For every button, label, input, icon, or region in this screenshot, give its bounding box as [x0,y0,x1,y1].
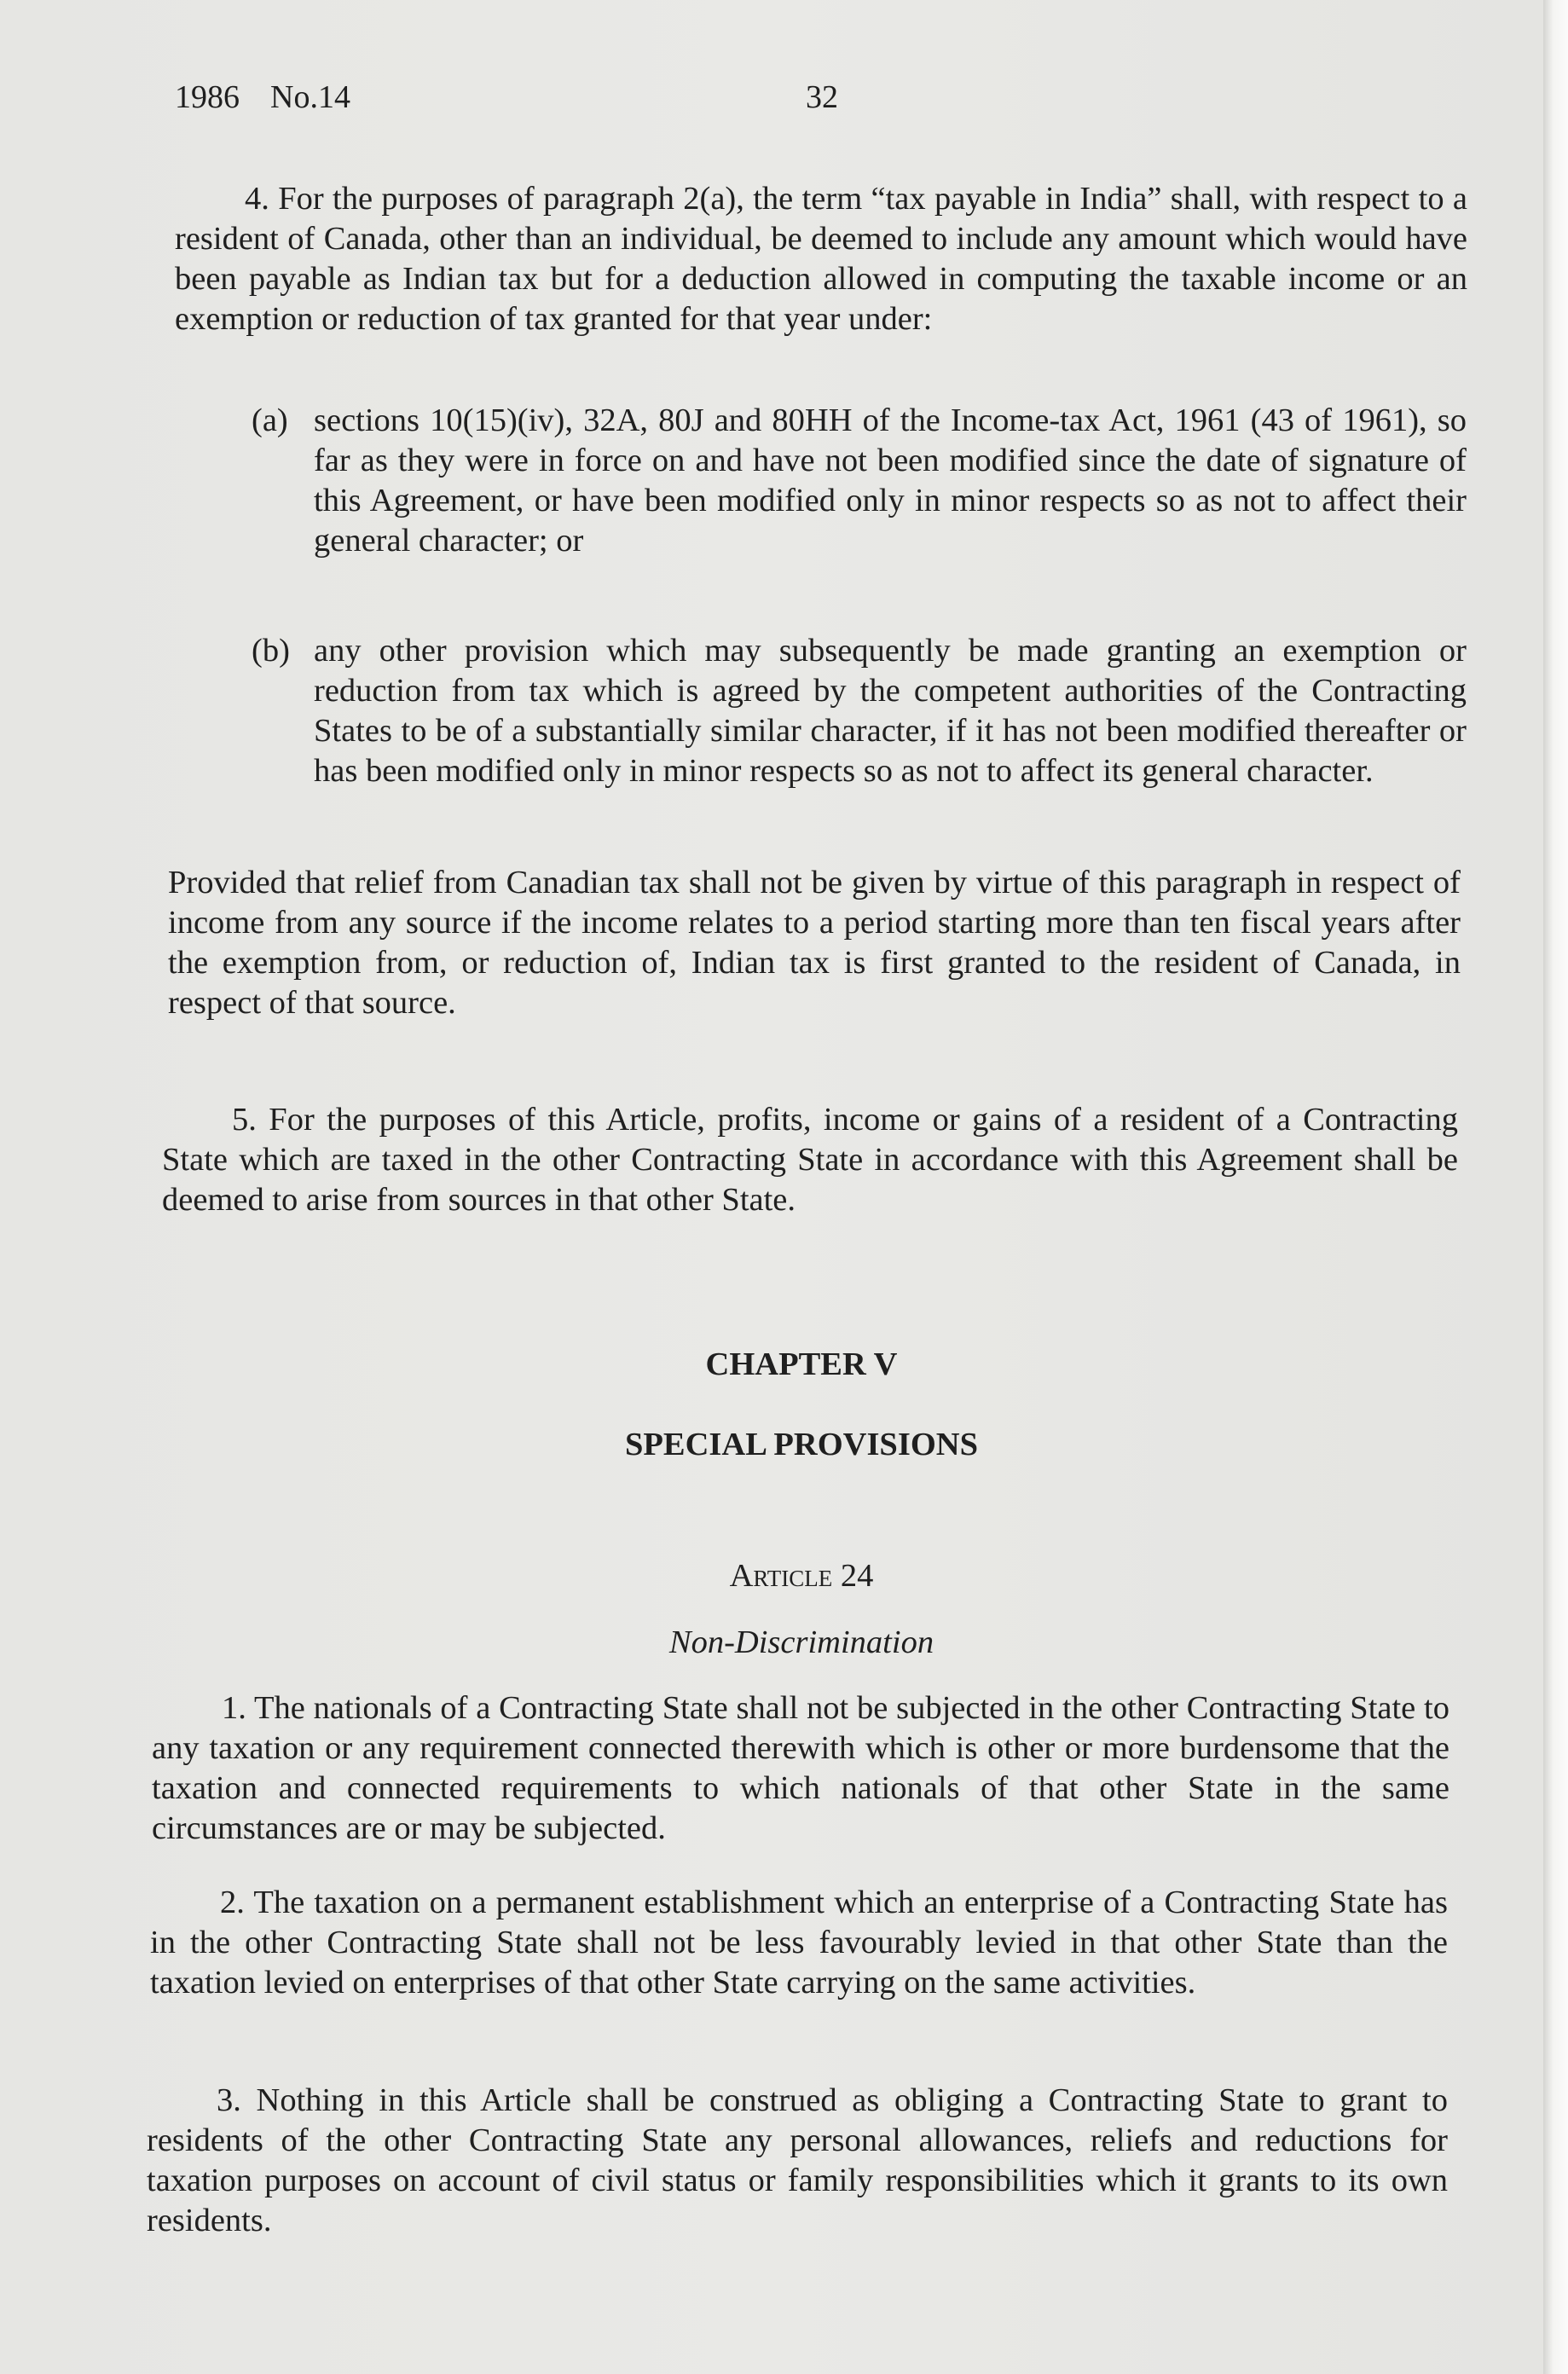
chapter-title: CHAPTER V [705,1346,898,1382]
item-b-label: (b) [252,633,290,669]
page-header [175,78,1454,121]
article-title: Article 24 [729,1558,874,1594]
proviso: Provided that relief from Canadian tax shall not be given by virtue of this paragraph in respect of income from any source if the income relates to a period starting more than ten fiscal years after the exemption from, or reduction of, Indian tax is first granted to the resident of Canada, in respect of that source. [168,865,1461,1021]
article-paragraph-3: 3. Nothing in this Article shall be construed as obliging a Contracting State to grant to residents of the other Contracting State any personal allowances, reliefs and reductions for taxation purposes on account of civil status or family responsibilities which it grants to its own residents. [147,2082,1448,2238]
paragraph-4: 4. For the purposes of paragraph 2(a), the term “tax payable in India” shall, with respect to a resident of Canada, other than an individual, be deemed to include any amount which would have been payable as Indian tax but for a deduction allowed in computing the taxable income or an exemption or reduction of tax granted for that year under: [175,181,1467,337]
page-edge [1543,0,1568,2374]
item-a-text: sections 10(15)(iv), 32A, 80J and 80HH of the Income-tax Act, 1961 (43 of 1961), so far as they were in force on and have not been modified since the date of signature of this Agreement, or have been modified only in minor respects so as not to affect their general character; or [314,402,1467,559]
header-year: 1986 [175,79,240,115]
header-act-number: No.14 [270,79,350,115]
article-subtitle: Non-Discrimination [668,1624,934,1660]
item-b-text: any other provision which may subsequently be made granting an exemption or reduction from tax which is agreed by the competent authorities of the Contracting States to be of a substantially similar character, if it has not been modified thereafter or has been modified only in minor respects so as not to affect its general character. [314,633,1467,789]
item-a-label: (a) [252,402,288,438]
paragraph-5: 5. For the purposes of this Article, profits, income or gains of a resident of a Contracting State which are taxed in the other Contracting State in accordance with this Agreement shall be deemed to arise from sources in that other State. [162,1102,1458,1218]
article-paragraph-2: 2. The taxation on a permanent establishment which an enterprise of a Contracting State has in the other Contracting State shall not be less favourably levied in that other State than the taxation levied on enterprises of that other State carrying on the same activities. [150,1885,1448,2001]
article-paragraph-1: 1. The nationals of a Contracting State shall not be subjected in the other Contracting State to any taxation or any requirement connected therewith which is other or more burdensome that the taxation and connected requirements to which nationals of that other State in the same circumstances are or may be subjected. [152,1690,1449,1846]
page-number: 32 [806,79,838,115]
chapter-subtitle: SPECIAL PROVISIONS [625,1427,978,1462]
